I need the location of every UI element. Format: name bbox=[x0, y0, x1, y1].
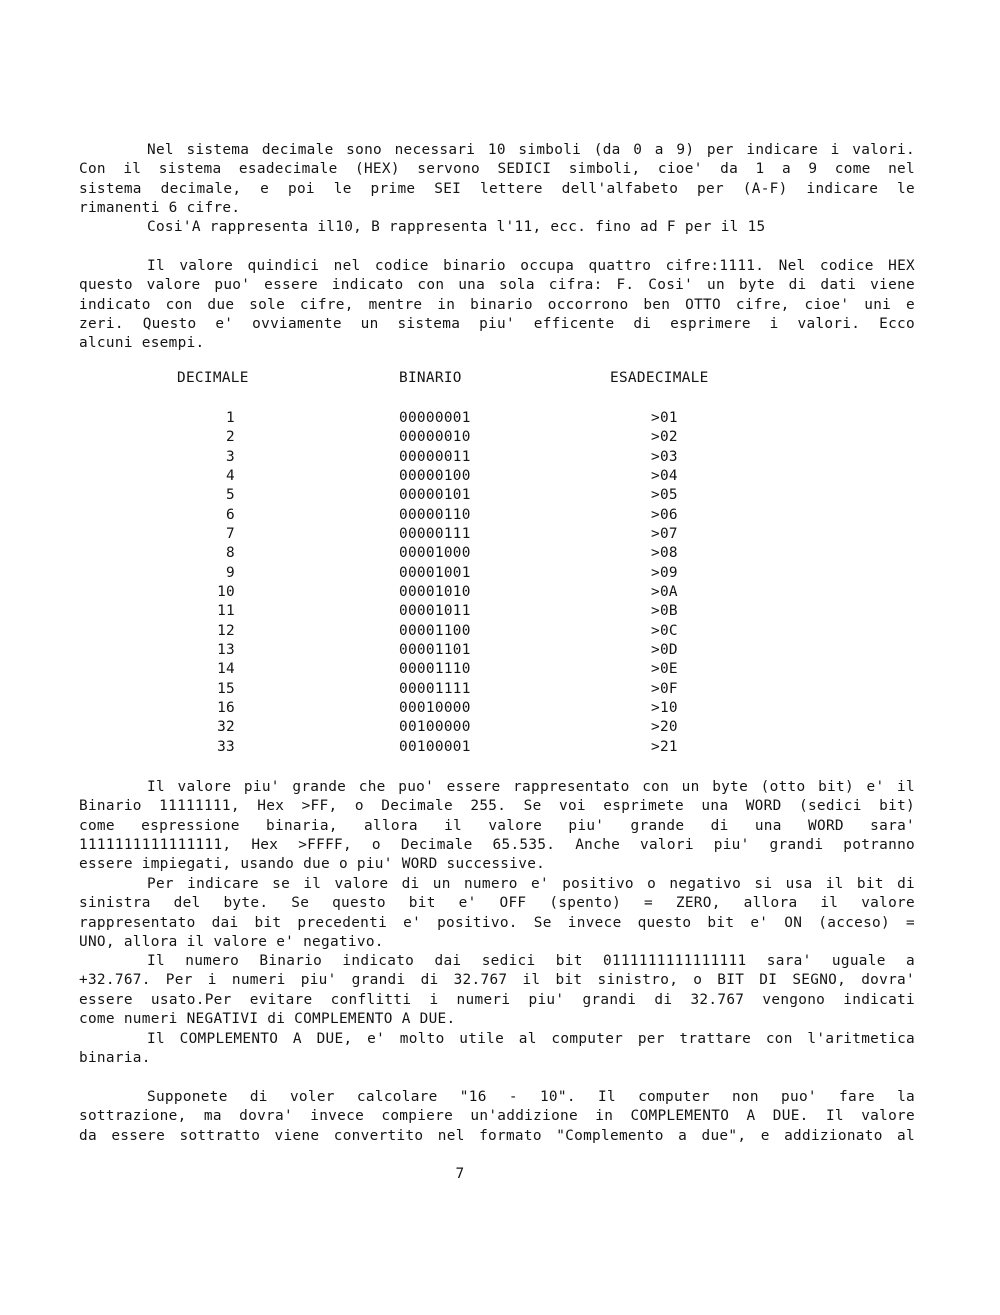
cell-hex: >02 bbox=[651, 429, 678, 446]
text-line: sinistra del byte. Se questo bit e' OFF (spento) = ZERO, allora il valore bbox=[79, 895, 915, 912]
text-line: questo valore puo' essere indicato con una sola cifra: F. Cosi' un byte di dati viene bbox=[79, 277, 915, 294]
cell-decimal: 1 bbox=[226, 410, 235, 426]
text-line: 1111111111111111, Hex >FFFF, o Decimale 65.535. Anche valori piu' grandi potranno bbox=[79, 836, 915, 853]
table-row bbox=[79, 429, 915, 448]
paragraph-byte-word bbox=[79, 778, 915, 874]
cell-decimal: 8 bbox=[226, 545, 235, 562]
cell-hex: >0A bbox=[651, 583, 678, 600]
text-line: rappresentato dai bit precedenti e' positivo. Se invece questo bit e' ON (acceso) = bbox=[79, 914, 915, 931]
cell-hex: >0B bbox=[651, 603, 678, 620]
text-line: indicato con due sole cifre, mentre in binario occorrono ben OTTO cifre, cioe' uni e bbox=[79, 296, 915, 313]
cell-binary: 00000010 bbox=[399, 429, 471, 446]
cell-decimal: 7 bbox=[226, 525, 235, 542]
paragraph-decimal-vs-hex bbox=[79, 141, 915, 218]
table-row bbox=[79, 565, 915, 584]
table-body bbox=[79, 410, 915, 758]
cell-hex: >0E bbox=[651, 661, 678, 678]
text-line: Il numero Binario indicato dai sedici bit 0111111111111111 sara' uguale a bbox=[147, 953, 915, 969]
table-row bbox=[79, 468, 915, 487]
cell-binary: 00100001 bbox=[399, 738, 471, 755]
cell-binary: 00001001 bbox=[399, 564, 471, 581]
table-row bbox=[79, 507, 915, 526]
text-line: essere impiegati, usando due o piu' WORD successive. bbox=[79, 856, 546, 873]
text-line: zeri. Questo e' ovviamente un sistema piu' efficente di esprimere i valori. Ecco bbox=[79, 315, 915, 332]
table-row bbox=[79, 487, 915, 506]
cell-hex: >21 bbox=[651, 738, 678, 755]
cell-decimal: 2 bbox=[226, 429, 235, 446]
text-line: come espressione binaria, allora il valore piu' grande di una WORD sara' bbox=[79, 817, 915, 834]
cell-binary: 00001000 bbox=[399, 545, 471, 562]
table-row bbox=[79, 739, 915, 758]
paragraph-twos-complement bbox=[79, 952, 915, 1029]
table-row bbox=[79, 719, 915, 738]
text-line: Per indicare se il valore di un numero e' positivo o negativo si usa il bit di bbox=[147, 876, 915, 892]
cell-decimal: 11 bbox=[217, 603, 235, 620]
text-line: da essere sottratto viene convertito nel formato "Complemento a due", e addizionato al bbox=[79, 1127, 915, 1144]
text-line: Nel sistema decimale sono necessari 10 simboli (da 0 a 9) per indicare i valori. bbox=[147, 142, 915, 158]
cell-decimal: 33 bbox=[217, 738, 235, 755]
cell-decimal: 10 bbox=[217, 583, 235, 600]
text-line: Supponete di voler calcolare "16 - 10". Il computer non puo' fare la bbox=[147, 1089, 915, 1105]
table-row bbox=[79, 642, 915, 661]
cell-decimal: 5 bbox=[226, 487, 235, 504]
text-line: +32.767. Per i numeri piu' grandi di 32.767 il bit sinistro, o BIT DI SEGNO, dovra' bbox=[79, 972, 915, 989]
cell-hex: >07 bbox=[651, 525, 678, 542]
cell-binary: 00100000 bbox=[399, 719, 471, 736]
cell-decimal: 9 bbox=[226, 564, 235, 581]
cell-decimal: 12 bbox=[217, 622, 235, 639]
cell-binary: 00000100 bbox=[399, 467, 471, 484]
cell-binary: 00010000 bbox=[399, 699, 471, 716]
text-line: rimanenti 6 cifre. bbox=[79, 199, 241, 216]
table-row bbox=[79, 410, 915, 429]
table-row bbox=[79, 681, 915, 700]
cell-decimal: 4 bbox=[226, 467, 235, 484]
paragraph-hex-letters bbox=[79, 218, 915, 237]
cell-hex: >09 bbox=[651, 564, 678, 581]
cell-binary: 00000111 bbox=[399, 525, 471, 542]
cell-binary: 00001100 bbox=[399, 622, 471, 639]
text-line: Binario 11111111, Hex >FF, o Decimale 255. Se voi esprimete una WORD (sedici bit) bbox=[79, 798, 915, 815]
cell-hex: >0D bbox=[651, 641, 678, 658]
table-header bbox=[79, 370, 915, 410]
cell-binary: 00001011 bbox=[399, 603, 471, 620]
paragraph-subtraction bbox=[79, 1088, 915, 1146]
text-line: binaria. bbox=[79, 1050, 151, 1067]
cell-hex: >0F bbox=[651, 680, 678, 697]
text-line: sottrazione, ma dovra' invece compiere un'addizione in COMPLEMENTO A DUE. Il valore bbox=[79, 1108, 915, 1125]
text-line: essere usato.Per evitare conflitti i numeri piu' grandi di 32.767 vengono indicati bbox=[79, 991, 915, 1008]
cell-decimal: 3 bbox=[226, 448, 235, 465]
text-line: alcuni esempi. bbox=[79, 335, 205, 352]
table-row bbox=[79, 545, 915, 564]
text-line: Il valore quindici nel codice binario occupa quattro cifre:1111. Nel codice HEX bbox=[147, 258, 915, 274]
table-row bbox=[79, 661, 915, 680]
text-line: come numeri NEGATIVI di COMPLEMENTO A DUE. bbox=[79, 1010, 456, 1027]
cell-binary: 00001010 bbox=[399, 583, 471, 600]
cell-binary: 00000011 bbox=[399, 448, 471, 465]
cell-hex: >04 bbox=[651, 467, 678, 484]
paragraph-complement-useful bbox=[79, 1030, 915, 1069]
column-header-hex: ESADECIMALE bbox=[610, 370, 709, 386]
cell-binary: 00000001 bbox=[399, 410, 471, 426]
table-row bbox=[79, 700, 915, 719]
column-header-binary: BINARIO bbox=[399, 370, 462, 386]
paragraph-sign-bit bbox=[79, 875, 915, 952]
column-header-decimal: DECIMALE bbox=[177, 370, 249, 386]
conversion-table bbox=[79, 370, 915, 758]
text-line: Il valore piu' grande che puo' essere rappresentato con un byte (otto bit) e' il bbox=[147, 779, 915, 795]
cell-binary: 00001101 bbox=[399, 641, 471, 658]
text-line: UNO, allora il valore e' negativo. bbox=[79, 933, 384, 950]
table-row bbox=[79, 584, 915, 603]
table-row bbox=[79, 526, 915, 545]
cell-hex: >08 bbox=[651, 545, 678, 562]
paragraph-fifteen bbox=[79, 257, 915, 353]
cell-binary: 00000110 bbox=[399, 506, 471, 523]
table-row bbox=[79, 623, 915, 642]
text-line: sistema decimale, e poi le prime SEI lettere dell'alfabeto per (A-F) indicare le bbox=[79, 180, 915, 197]
cell-decimal: 32 bbox=[217, 719, 235, 736]
cell-decimal: 15 bbox=[217, 680, 235, 697]
cell-decimal: 13 bbox=[217, 641, 235, 658]
cell-binary: 00001110 bbox=[399, 661, 471, 678]
cell-hex: >01 bbox=[651, 410, 678, 426]
cell-hex: >03 bbox=[651, 448, 678, 465]
text-line: Con il sistema esadecimale (HEX) servono SEDICI simboli, cioe' da 1 a 9 come nel bbox=[79, 161, 915, 178]
table-row bbox=[79, 603, 915, 622]
cell-decimal: 16 bbox=[217, 699, 235, 716]
cell-hex: >05 bbox=[651, 487, 678, 504]
cell-decimal: 6 bbox=[226, 506, 235, 523]
cell-hex: >06 bbox=[651, 506, 678, 523]
cell-hex: >0C bbox=[651, 622, 678, 639]
text-line: Cosi'A rappresenta il10, B rappresenta l'11, ecc. fino ad F per il 15 bbox=[147, 219, 766, 235]
cell-binary: 00000101 bbox=[399, 487, 471, 504]
cell-binary: 00001111 bbox=[399, 680, 471, 697]
table-row bbox=[79, 449, 915, 468]
cell-decimal: 14 bbox=[217, 661, 235, 678]
text-line: Il COMPLEMENTO A DUE, e' molto utile al computer per trattare con l'aritmetica bbox=[147, 1031, 915, 1047]
page-number: 7 bbox=[455, 1166, 465, 1182]
cell-hex: >10 bbox=[651, 699, 678, 716]
cell-hex: >20 bbox=[651, 719, 678, 736]
